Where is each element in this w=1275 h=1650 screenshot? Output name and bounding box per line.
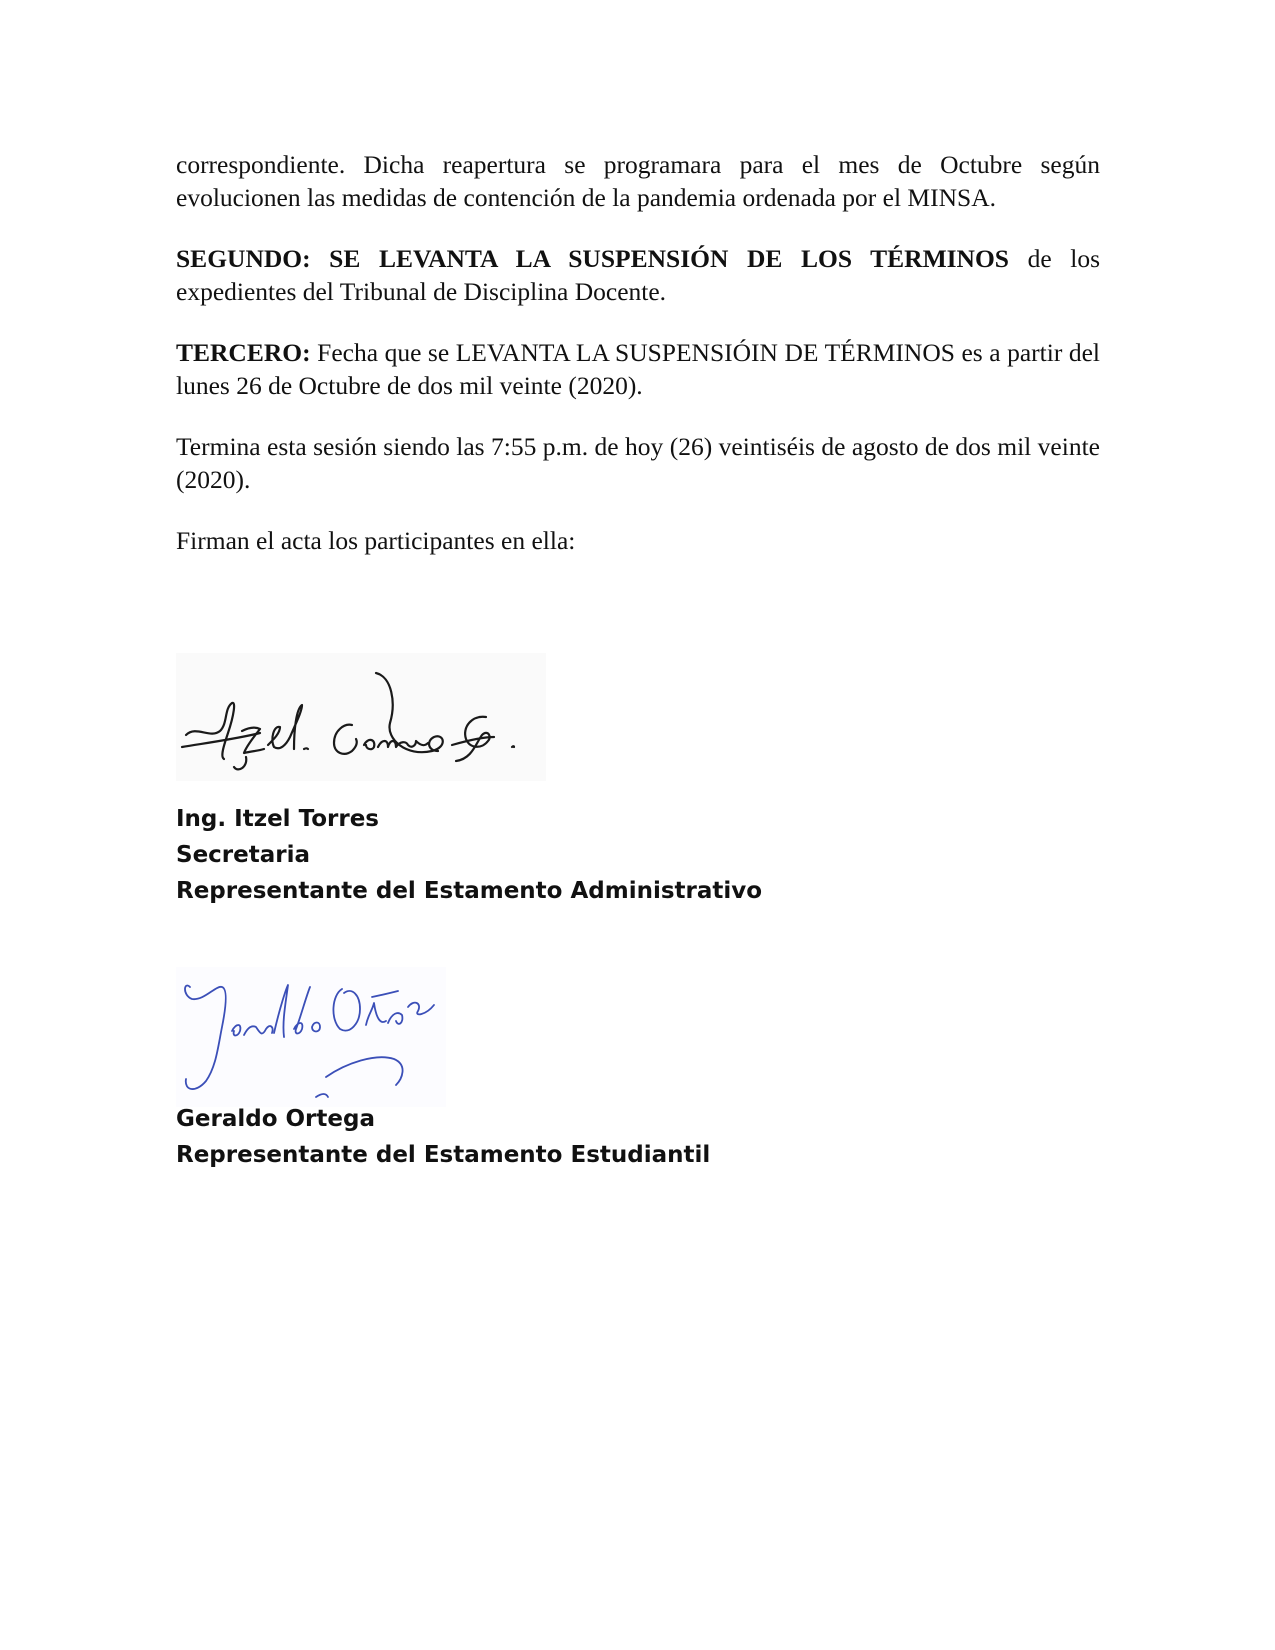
- signer-affiliation: Representante del Estamento Administrativo: [176, 878, 763, 904]
- paragraph-text: Termina esta sesión siendo las 7:55 p.m. de hoy (26) veintiséis de agosto de dos mil veinte (2020).: [176, 432, 1100, 494]
- paragraph-text: Fecha que se LEVANTA LA SUSPENSIÓIN DE TÉRMINOS es a partir del lunes 26 de Octubre de dos mil veinte (2020).: [176, 338, 1100, 400]
- paragraph-segundo: [176, 242, 1100, 308]
- paragraph-tercero: [176, 336, 1100, 402]
- document-page: [176, 148, 1100, 1173]
- paragraph-reapertura: [176, 148, 1100, 214]
- signer-name: Geraldo Ortega: [176, 1106, 375, 1132]
- paragraph-text: correspondiente. Dicha reapertura se programara para el mes de Octubre según evolucionen las medidas de contención de la pandemia ordenada por el MINSA.: [176, 150, 1100, 212]
- resolution-heading-tercero: TERCERO:: [176, 338, 311, 367]
- paragraph-firman: [176, 524, 1100, 557]
- signer-block-itzel: [176, 801, 1100, 909]
- paragraph-text: de los expedientes del Tribunal de Disciplina Docente.: [176, 244, 1101, 306]
- signer-role: Secretaria: [176, 842, 311, 868]
- paragraph-cierre: [176, 430, 1100, 496]
- signature-geraldo-image: [176, 967, 446, 1107]
- resolution-heading-segundo: SEGUNDO: SE LEVANTA LA SUSPENSIÓN DE LOS TÉRMINOS: [176, 244, 1009, 273]
- signer-affiliation: Representante del Estamento Estudiantil: [176, 1142, 711, 1168]
- paragraph-text: Firman el acta los participantes en ella:: [176, 526, 576, 555]
- signature-itzel-image: [176, 653, 546, 781]
- signer-block-geraldo: [176, 1101, 1100, 1173]
- signer-name: Ing. Itzel Torres: [176, 806, 379, 832]
